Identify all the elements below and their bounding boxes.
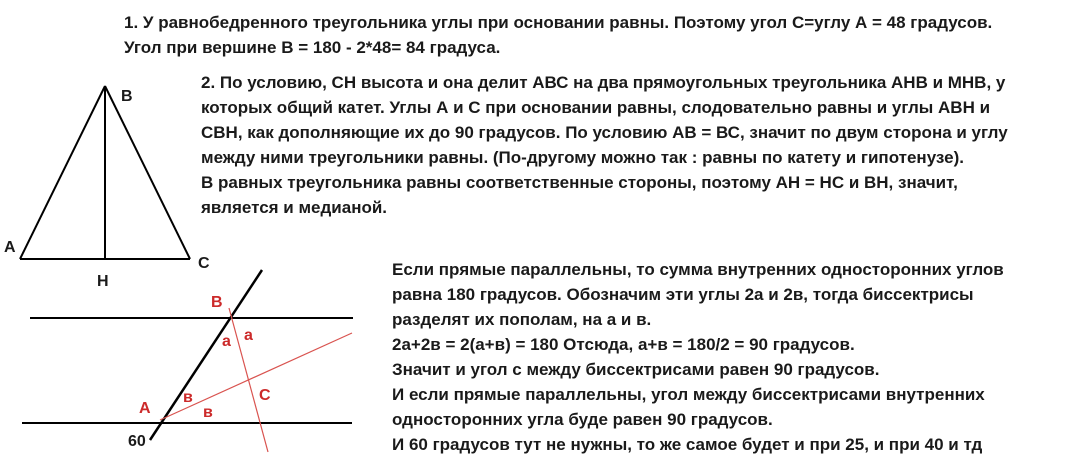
text-line: односторонних угла буде равен 90 градусов. <box>392 410 773 429</box>
text-line: разделят их пополам, на а и в. <box>392 310 652 329</box>
angle-label-a-right: a <box>244 327 253 344</box>
point-label-b: B <box>211 294 223 311</box>
text-line: И если прямые параллельны, угол между биссектрисами внутренних <box>392 385 985 404</box>
angle-label-b-top: в <box>183 389 193 406</box>
text-line: Угол при вершине В = 180 - 2*48= 84 градуса. <box>124 38 501 57</box>
text-line: между ними треугольники равны. (По-другому можно так : равны по катету и гипотенузе). <box>201 148 964 167</box>
text-line: равна 180 градусов. Обозначим эти углы 2а и 2в, тогда биссектрисы <box>392 285 974 304</box>
text-line: И 60 градусов тут не нужны, то же самое будет и при 25, и при 40 и тд <box>392 435 983 454</box>
paragraph-3 <box>392 257 1004 457</box>
text-line: является и медианой. <box>201 198 388 217</box>
text-line: Значит и угол с между биссектрисами равен 90 градусов. <box>392 360 880 379</box>
text-line: Если прямые параллельны, то сумма внутренних односторонних углов <box>392 260 1004 279</box>
parallel-lines-diagram <box>0 0 380 475</box>
vertex-label-c: C <box>198 255 210 272</box>
text-line: 2а+2в = 2(а+в) = 180 Отсюда, а+в = 180/2 = 90 градусов. <box>392 335 855 354</box>
text-line: СВН, как дополняющие их до 90 градусов. По условию АВ = ВС, значит по двум сторона и углу <box>201 123 1008 142</box>
angle-label-a-left: a <box>222 333 231 350</box>
angle-label-b-bottom: в <box>203 404 213 421</box>
text-line: В равных треугольника равны соответственные стороны, поэтому АН = НС и ВН, значит, <box>201 173 958 192</box>
text-line: которых общий катет. Углы А и С при основании равны, слодовательно равны и углы АВН и <box>201 98 991 117</box>
text-line: 1. У равнобедренного треугольника углы при основании равны. Поэтому угол С=углу А = 48 градусов. <box>124 13 993 32</box>
point-label-c: C <box>259 387 271 404</box>
vertex-label-a: A <box>4 239 16 256</box>
vertex-label-h: H <box>97 273 109 290</box>
vertex-label-b: B <box>121 88 133 105</box>
text-line: 2. По условию, СН высота и она делит АВС на два прямоугольных треугольника АНВ и МНВ, у <box>201 73 1006 92</box>
point-label-a: A <box>139 400 151 417</box>
angle-label-60: 60 <box>128 433 146 450</box>
